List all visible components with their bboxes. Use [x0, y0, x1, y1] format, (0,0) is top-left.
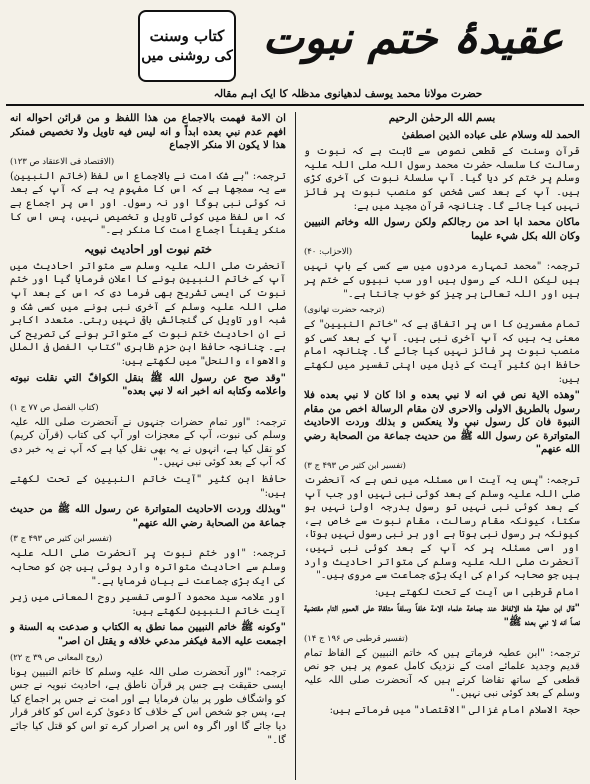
- urdu-paragraph: ترجمہ: "اور ختم نبوت پر آنحضرت صلی اللہ علیہ وسلم سے احادیث متواترہ وارد ہوئی ہیں جن کو صحابہ کی ایک بڑی جماعت نے بیان فرمایا ہے۔": [10, 548, 286, 587]
- urdu-paragraph: ترجمہ: "ابن عطیہ فرماتے ہیں کہ خاتم النبیین کے الفاظ تمام قدیم وجدید علمائے امت کے نزدیک کامل عموم پر ہیں جو نص قطعی کے ساتھ تقاضا کرتے ہیں کہ آنحضرت صلی اللہ علیہ وسلم کے بعد کوئی نبی نہیں۔": [304, 647, 580, 700]
- header: [8, 4, 584, 108]
- urdu-paragraph: آنحضرت صلی اللہ علیہ وسلم سے متواتر احادیث میں آپ کے خاتم النبیین ہونے کا اعلان فرمایا گیا اور ختم نبوت کی ایسی تشریح بھی فرما دی کہ اس کے بعد آپ صلی اللہ علیہ وسلم کے آخری نبی ہونے میں کسی شک و شبہ اور تاویل کی گنجائش باقی نہیں رہتی۔ متعدد اکابر نے ان احادیث ختم نبوت کے متواتر ہونے کی تصریح کی ہے۔ چنانچہ حافظ ابن حزم ظاہری "کتاب الفصل فی الملل والاهواء والنحل" میں لکھتے ہیں:: [10, 260, 286, 367]
- cite-paragraph: (کتاب الفصل ص ۷۷ ج ۱): [10, 401, 99, 412]
- urdu-paragraph: ترجمہ: "محمد تمہارے مردوں میں سے کسی کے باپ نہیں ہیں لیکن اللہ کے رسول ہیں اور سب نبیوں کے ختم پر ہیں اور اللہ تعالیٰ ہر چیز کو خوب جانتا ہے۔": [304, 261, 580, 300]
- urdu-paragraph: ترجمہ: "پس یہ آیت اس مسئلہ میں نص ہے کہ آنحضرت صلی اللہ علیہ وسلم کے بعد کوئی نبی نہیں اور جب آپ کے بعد کوئی نبی نہیں تو رسول بدرجہ اولیٰ نہیں ہو سکتا، کیونکہ مقام رسالت، مقام نبوت سے خاص ہے، کیونکہ ہر رسول نبی ہوتا ہے اور ہر نبی رسول نہیں ہوتا، اور اسی مسئلہ پر کہ آپ کے بعد کوئی نبی نہیں، آنحضرت صلی اللہ علیہ وسلم کی متواتر احادیث وارد ہیں جو صحابہ کرام کی ایک بڑی جماعت سے مروی ہیں۔": [304, 475, 580, 582]
- arabic-paragraph: "وهذه الاية نص في انه لا نبي بعده و اذا كان لا نبي بعده فلا رسول بالطريق الاولى والاحرى لان مقام الرسالة اخص من مقام النبوة فان كل رسول نبي ولا ينعكس و بذلك وردت الاحاديث المتواترة عن رسول الله ﷺ من حديث جماعة من الصحابة رضي الله عنهم": [304, 389, 580, 456]
- page-title: عقیدۂ ختم نبوت: [262, 13, 564, 64]
- arabic-paragraph: الحمد لله وسلام علی عباده الذین اصطفیٰ: [401, 128, 580, 141]
- arabic-paragraph: "وقد صح عن رسول الله ﷺ بنقل الكوافّ التي نقلت نبوته واعلامه وكتابه انه اخبر انه لا نبي بعده": [10, 371, 286, 398]
- cite-paragraph: (الاحزاب: ۴۰): [304, 246, 353, 257]
- arabic-paragraph: ماكان محمد ابا احد من رجالكم ولكن رسول الله وخاتم النبيين وكان الله بكل شيء عليما: [304, 216, 580, 242]
- urdu-paragraph: حجۃ الاسلام امام غزالی "الاقتصاد" میں فرماتے ہیں:: [329, 704, 580, 716]
- urdu-paragraph: حافظ ابن کثیر "آیت خاتم النبیین کے تحت لکھتے ہیں:": [10, 474, 286, 499]
- header-rule: [6, 104, 584, 106]
- arabic-paragraph: ان الامة فهمت بالاجماع من هذا اللفظ و من قرائن احواله انه افهم عدم نبي بعده ابداً و انه ليس فيه تاويل ولا تخصيص فمنكر هذا لا يكون الا منكر الاجماع: [10, 112, 286, 152]
- cite-paragraph: (ترجمہ حضرت تھانوی): [304, 304, 385, 315]
- author-byline: حضرت مولانا محمد یوسف لدھیانوی مدظلہ کا ایک اہم مقالہ: [213, 88, 483, 100]
- cite-paragraph: (تفسیر ابن کثیر ص ۴۹۳ ج ۳): [10, 533, 112, 544]
- cite-paragraph: (تفسیر قرطبی ص ۱۹۶ ج ۱۴): [304, 632, 408, 643]
- column-divider: [295, 112, 296, 780]
- cite-paragraph: (الاقتصاد فی الاعتقاد ص ۱۲۳): [10, 155, 115, 166]
- arabic-paragraph: "وبذلك وردت الاحاديث المتواترة عن رسول الله ﷺ من حديث جماعة من الصحابة رضي الله عنهم": [10, 503, 286, 529]
- urdu-paragraph: ترجمہ: "بے شک امت نے بالاجماع اس لفظ (خاتم النبیین) سے یہ سمجھا ہے کہ اس کا مفہوم یہ ہے کہ آپ کے بعد نہ کوئی نبی ہوگا اور نہ رسول۔ اور اس پر اجماع ہے کہ اس لفظ میں کوئی تاویل و تخصیص نہیں، پس اس کا منکر یقیناً اجماع امت کا منکر ہے۔": [10, 170, 286, 237]
- urdu-paragraph: تمام مفسرین کا اس پر اتفاق ہے کہ "خاتم النبیین" کے معنی یہ ہیں کہ آپ آخری نبی ہیں۔ آپ کے بعد کسی کو منصب نبوت پر فائز نہیں کیا جائے گا۔ چنانچہ امام حافظ ابن کثیر آیت کے ذیل میں اپنی تفسیر میں لکھتے ہیں:: [304, 319, 580, 385]
- urdu-paragraph: امام قرطبی اس آیت کے تحت لکھتے ہیں:: [374, 586, 580, 598]
- badge-line-1: کتاب وسنت: [149, 27, 225, 45]
- arabic-paragraph: "قال ابن عطية هذه الالفاظ عند جماعة علماء الامة خلفاً وسلفاً متلقاة على العموم التام مقتضية نصاً انه لا نبي بعده ﷺ": [304, 602, 580, 628]
- urdu-paragraph: ترجمہ: "اور تمام حضرات جنہوں نے آنحضرت صلی اللہ علیہ وسلم کی نبوت، آپ کے معجزات اور آپ کی کتاب (قرآن کریم) کو نقل کیا ہے، انہوں نے یہ بھی نقل کیا ہے کہ آپ نے یہ خبر دی کہ آپ کے بعد کوئی نبی نہیں۔": [10, 416, 286, 469]
- cite-paragraph: (روح المعانی ص ۳۹ ج ۲۲): [10, 651, 103, 662]
- right-column: [304, 112, 580, 780]
- left-column: [10, 112, 286, 780]
- section-heading: ختم نبوت اور احادیث نبویہ: [84, 241, 212, 256]
- arabic-paragraph: "وكونه ﷺ خاتم النبيين مما نطق به الكتاب و صدعت به السنة و اجمعت عليه الامة فيكفر مدعي خلافه و يقتل ان اصر": [10, 621, 286, 647]
- urdu-paragraph: ترجمہ: "اور آنحضرت صلی اللہ علیہ وسلم کا خاتم النبیین ہونا ایسی حقیقت ہے جس پر قرآن ناطق ہے، احادیث نبویہ نے جس کو واشگاف طور پر بیان فرمایا ہے اور امت نے جس پر اجماع کیا ہے، پس جو شخص اس کے خلاف کا دعویٰ کرے اس کو کافر قرار دیا جائے گا اور اگر وہ اس پر اصرار کرے تو اس کو قتل کیا جائے گا۔": [10, 666, 286, 746]
- title-badge: [138, 10, 236, 82]
- cite-paragraph: (تفسیر ابن کثیر ص ۴۹۳ ج ۳): [304, 460, 406, 471]
- urdu-paragraph: اور علامہ سید محمود آلوسی تفسیر روح المعانی میں زیر آیت خاتم النبیین لکھتے ہیں:: [10, 592, 286, 617]
- badge-line-2: کی روشنی میں: [141, 48, 233, 64]
- urdu-paragraph: قرآن وسنت کے قطعی نصوص سے ثابت ہے کہ نبوت و رسالت کا سلسلہ حضرت محمد رسول اللہ صلی اللہ علیہ وسلم پر ختم کر دیا گیا۔ آپ سلسلۂ نبوت کی آخری کڑی ہیں۔ آپ کے بعد کسی شخص کو منصب نبوت پر فائز نہیں کیا جائے گا۔ چنانچہ قرآن مجید میں ہے:: [304, 146, 580, 212]
- basmala-paragraph: بسم الله الرحمٰن الرحیم: [388, 112, 496, 124]
